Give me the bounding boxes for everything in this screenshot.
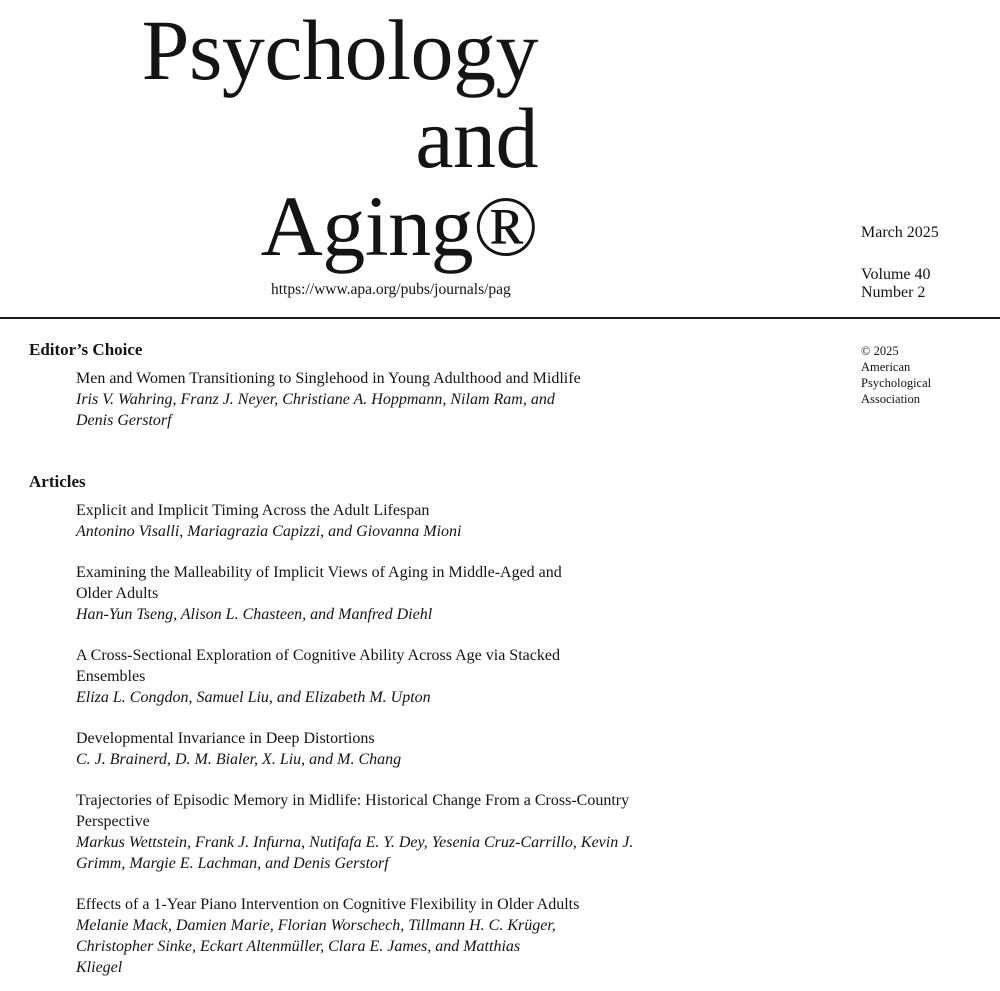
article-title[interactable]: Examining the Malleability of Implicit Views of Aging in Middle-Aged and Older Adults <box>76 564 562 602</box>
journal-title-line: Aging® <box>260 178 538 274</box>
journal-title-line: Psychology <box>141 2 538 98</box>
section-heading-editors-choice: Editor’s Choice <box>29 340 143 359</box>
article-title[interactable]: A Cross-Sectional Exploration of Cognitive Ability Across Age via Stacked Ensembles <box>76 647 560 685</box>
article-title[interactable]: Explicit and Implicit Timing Across the Adult Lifespan <box>76 502 430 519</box>
copyright-line: Association <box>861 392 921 406</box>
article-authors: Markus Wettstein, Frank J. Infurna, Nutifafa E. Y. Dey, Yesenia Cruz-Carrillo, Kevin J. Grimm, Margie E. Lachman, and Denis Gerstorf <box>76 834 634 872</box>
copyright-notice <box>861 343 931 407</box>
journal-title-line: and <box>415 90 538 186</box>
journal-title <box>141 2 538 274</box>
article-authors: Antonino Visalli, Mariagrazia Capizzi, and Giovanna Mioni <box>76 523 462 540</box>
toc-entry-body <box>76 790 633 874</box>
article-title[interactable]: Developmental Invariance in Deep Distortions <box>76 730 375 747</box>
article-authors: Iris V. Wahring, Franz J. Neyer, Christiane A. Hoppmann, Nilam Ram, and Denis Gerstorf <box>76 391 555 429</box>
copyright-line: Psychological <box>861 376 932 390</box>
number-label: Number 2 <box>861 284 926 301</box>
article-authors: Eliza L. Congdon, Samuel Liu, and Elizabeth M. Upton <box>76 689 431 706</box>
section-heading-articles: Articles <box>29 472 86 491</box>
volume-label: Volume 40 <box>861 266 931 283</box>
issue-date: March 2025 <box>861 224 939 241</box>
journal-url[interactable]: https://www.apa.org/pubs/journals/pag <box>271 281 511 298</box>
toc-entry-body <box>76 562 562 625</box>
article-authors: Melanie Mack, Damien Marie, Florian Worschech, Tillmann H. C. Krüger, Christopher Sinke, Eckart Altenmüller, Clara E. James, and Matthias Kliegel <box>76 917 556 976</box>
article-title[interactable]: Men and Women Transitioning to Singlehood in Young Adulthood and Midlife <box>76 370 581 387</box>
article-authors: Han-Yun Tseng, Alison L. Chasteen, and Manfred Diehl <box>76 606 433 623</box>
copyright-line: American <box>861 360 911 374</box>
header-divider <box>0 317 1000 319</box>
volume-number <box>861 266 930 302</box>
article-authors: C. J. Brainerd, D. M. Bialer, X. Liu, and M. Chang <box>76 751 402 768</box>
article-title[interactable]: Effects of a 1-Year Piano Intervention on Cognitive Flexibility in Older Adults <box>76 896 580 913</box>
article-title[interactable]: Trajectories of Episodic Memory in Midlife: Historical Change From a Cross-Country Perspective <box>76 792 630 830</box>
toc-entry-body <box>76 728 401 770</box>
toc-entry-body <box>76 368 581 431</box>
toc-entry-body <box>76 500 462 542</box>
toc-entry-body <box>76 645 560 708</box>
toc-entry-body <box>76 894 579 978</box>
copyright-line: © 2025 <box>861 344 899 358</box>
